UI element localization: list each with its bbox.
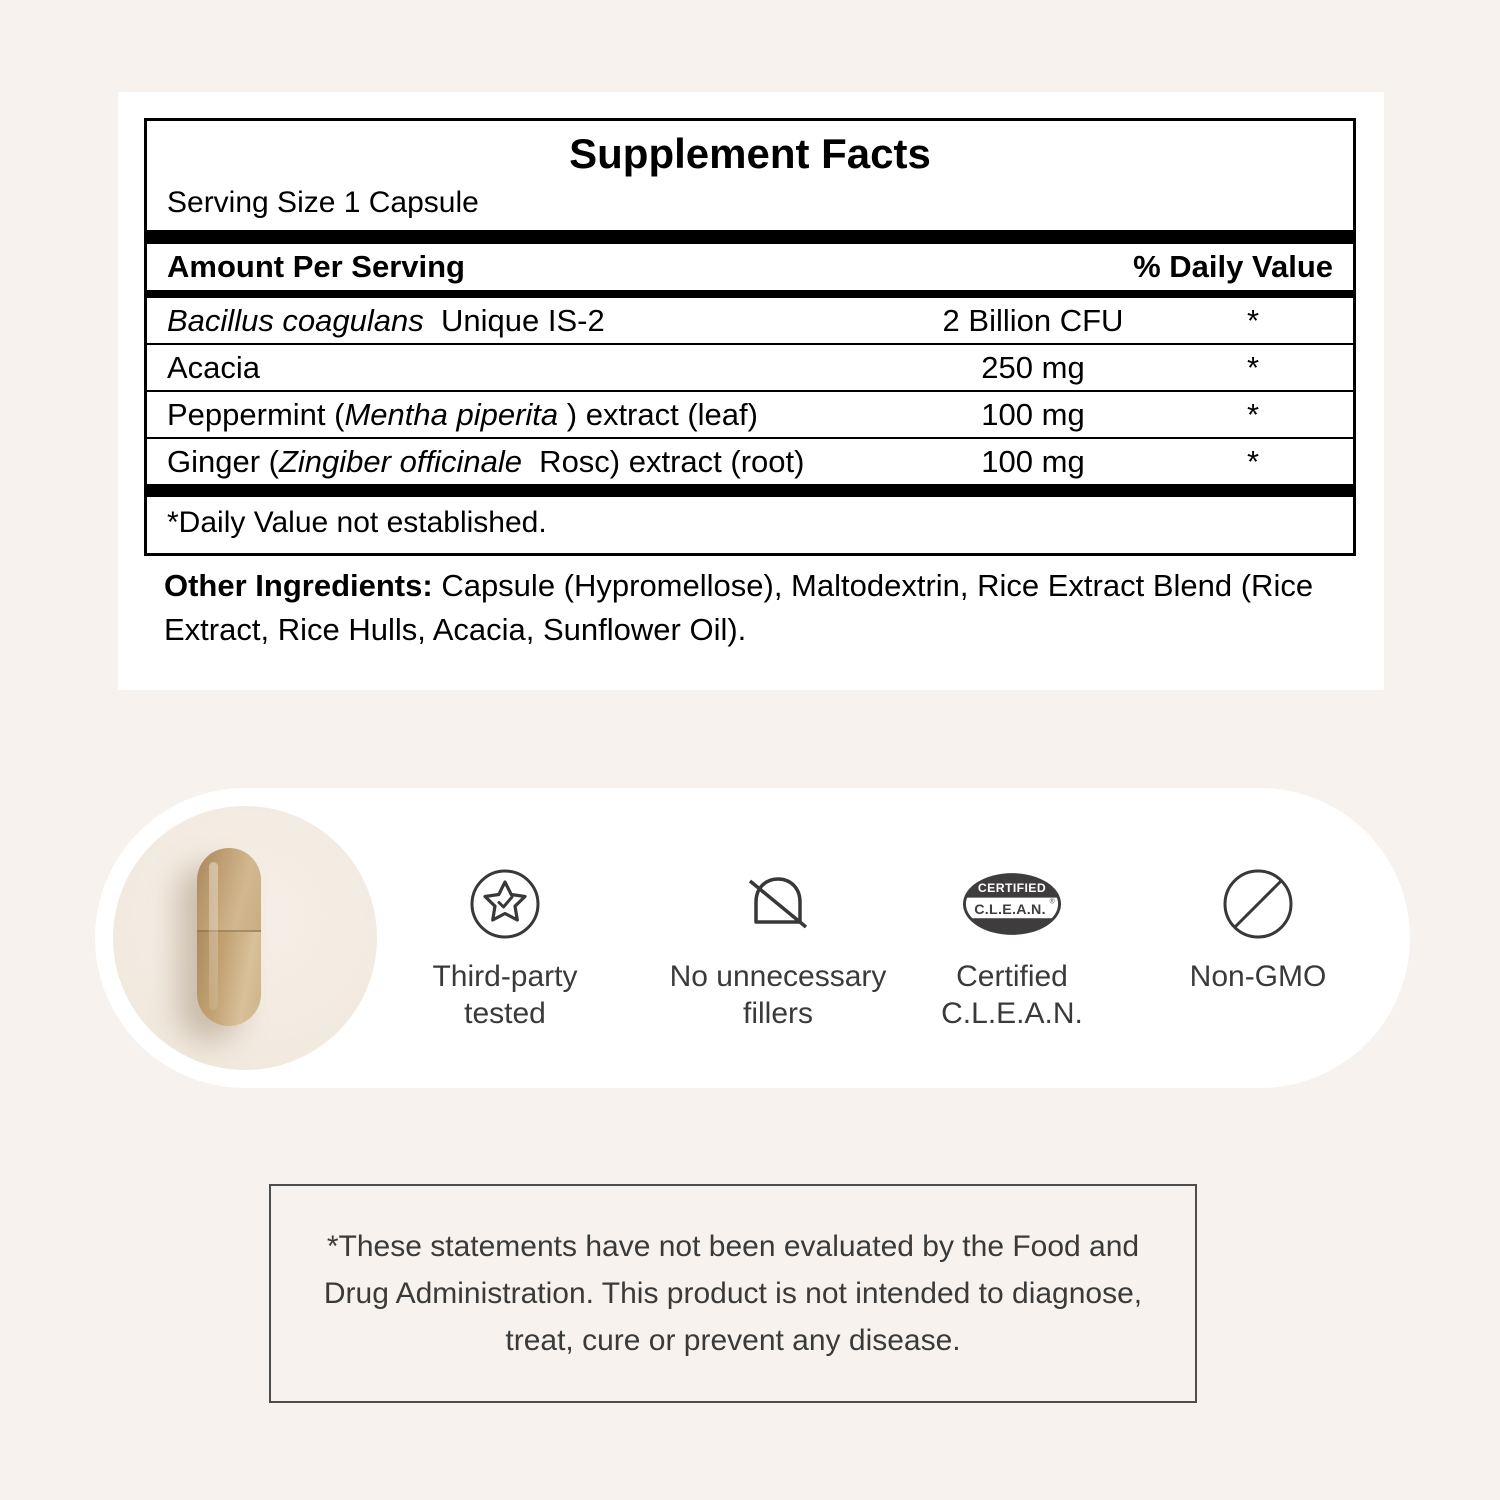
badge-non-gmo [1138,865,1378,995]
table-header-row [147,244,1353,290]
no-fillers-icon [658,865,898,943]
badge-no-fillers [658,865,898,1032]
svg-text:®: ® [1049,898,1055,906]
supplement-facts-title: Supplement Facts [569,130,931,177]
table-row [147,392,1353,439]
daily-value-asterisk: * [1246,443,1260,479]
svg-text:CERTIFIED: CERTIFIED [977,880,1047,895]
ingredient-amount: 250 mg [981,349,1085,385]
badge-label: Third-party tested [432,960,578,1030]
ingredient-name: Ginger (Zingiber officinale Rosc) extract (root) [167,443,805,479]
badge-label: No unnecessary fillers [669,960,887,1030]
amount-per-serving-header: Amount Per Serving [167,249,465,284]
supplement-facts-panel [118,92,1384,690]
disclaimer-text: *These statements have not been evaluated by the Food and Drug Administration. This product is not intended to diagnose, treat, cure or prevent any disease. [323,1230,1143,1357]
ingredient-amount: 100 mg [981,396,1085,432]
capsule-body [197,930,261,1026]
daily-value-asterisk: * [1246,349,1260,385]
badge-certified-clean [892,865,1132,1032]
feature-strip [95,788,1410,1088]
non-gmo-icon [1138,865,1378,943]
capsule-photo-circle [113,806,377,1070]
table-row [147,345,1353,392]
ingredient-name: Peppermint (Mentha piperita ) extract (leaf) [167,396,758,432]
ingredient-amount: 2 Billion CFU [942,302,1124,338]
capsule-highlight [209,862,218,1010]
badge-third-party-tested [385,865,625,1032]
badge-label: Non-GMO [1189,960,1327,993]
table-row [147,439,1353,484]
badge-label: Certified C.L.E.A.N. [941,960,1083,1030]
ingredient-amount: 100 mg [981,443,1085,479]
star-check-icon [385,865,625,943]
ingredient-name: Bacillus coagulans Unique IS-2 [167,302,605,338]
divider-bar-medium [147,290,1353,298]
supplement-facts-table [144,118,1356,556]
other-ingredients-text: Other Ingredients: Capsule (Hypromellose), Maltodextrin, Rice Extract Blend (Rice Extract, Rice Hulls, Acacia, Sunflower Oil). [164,568,1314,647]
table-row [147,298,1353,345]
ingredient-name: Acacia [167,349,261,385]
svg-text:C.L.E.A.N.: C.L.E.A.N. [974,901,1046,918]
divider-bar-thick-top [147,230,1353,244]
daily-value-asterisk: * [1246,302,1260,338]
daily-value-footnote: *Daily Value not established. [167,506,547,539]
disclaimer-box [269,1184,1197,1403]
daily-value-asterisk: * [1246,396,1260,432]
other-ingredients-label: Other Ingredients: [164,568,433,603]
daily-value-header: % Daily Value [1133,249,1333,284]
certified-clean-seal [892,865,1132,943]
capsule-image [197,848,261,1026]
capsule-cap [197,848,261,930]
serving-size-text: Serving Size 1 Capsule [167,186,479,219]
divider-bar-thick-bottom [147,484,1353,497]
